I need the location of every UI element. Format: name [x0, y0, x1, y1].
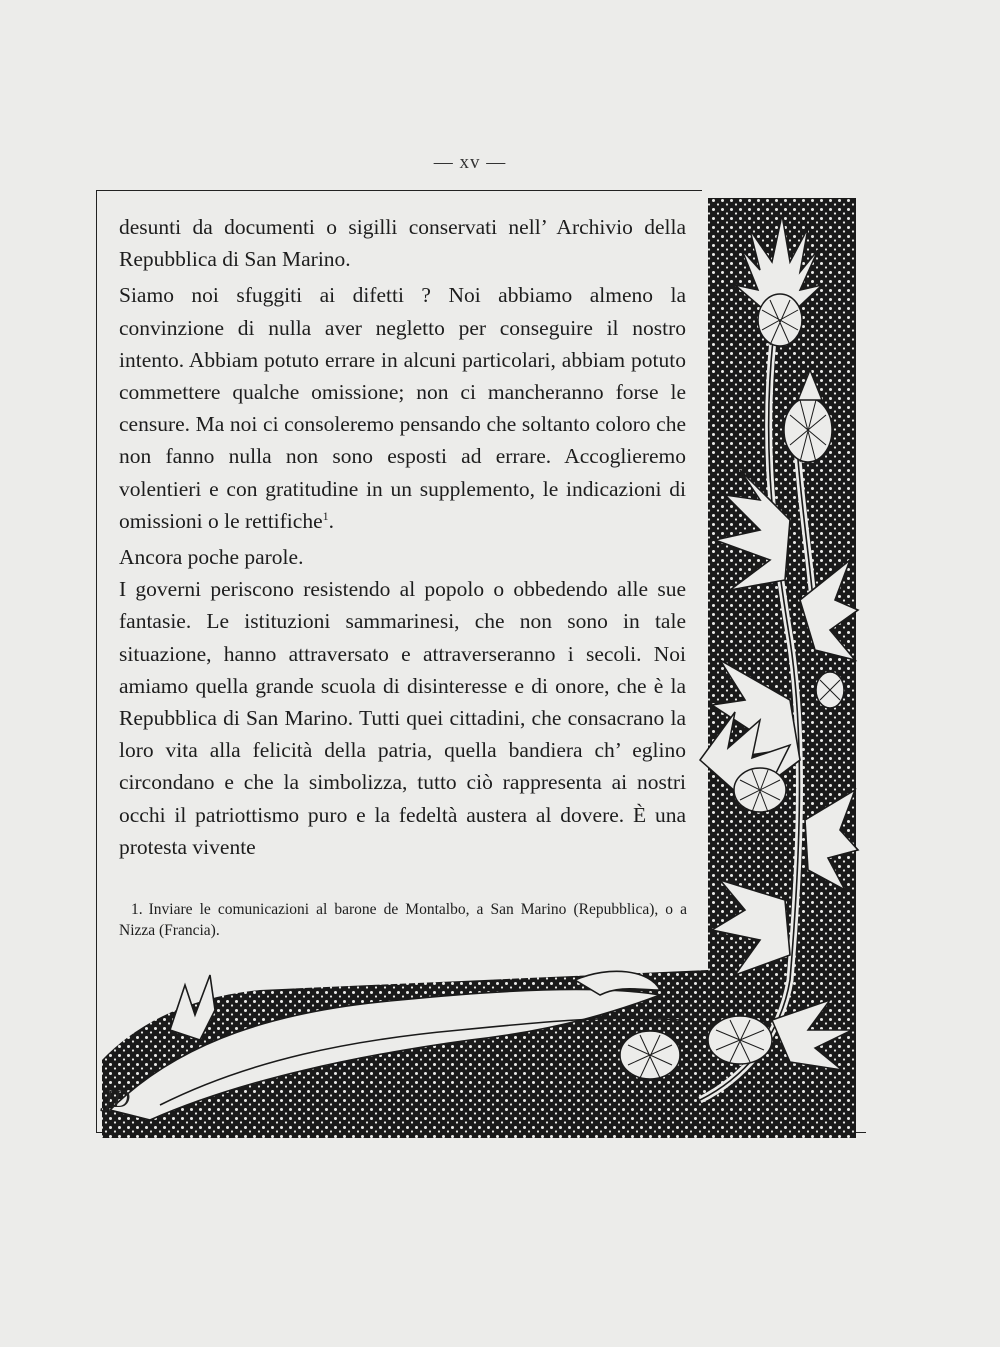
footnote-number: 1.	[131, 901, 143, 918]
illustrator-monogram: JD	[104, 1088, 131, 1113]
footnote-text: Inviare le comunicazioni al barone de Montalbo, a San Marino (Repubblica), o a Nizza (Francia).	[119, 901, 687, 939]
page-number: — xv —	[433, 152, 507, 173]
thistle-bud-small	[816, 672, 844, 708]
paragraph-2-end: .	[328, 508, 334, 533]
paragraph-4: I governi periscono resistendo al popolo o obbedendo alle sue fantasie. Le istituzioni sammarinesi, che non sono in tale situazione, hanno attraversato e attraverseranno i secoli. Noi amiamo quella grande scuola di disinteresse e di onore, che è la Repubblica di San Marino. Tutti quei cittadini, che consacrano la loro vita alla felicità della patria, quella bandiera ch’ eglino circondano e che la simbolizza, tutto ciò rappresenta ai nostri occhi il patriottismo puro e la fedeltà austera al dovere. È una protesta vivente	[119, 577, 686, 859]
paragraph-1: desunti da documenti o sigilli conservati nell’ Archivio della Repubblica di San Marino.	[119, 215, 686, 272]
footnote-reference: 1	[322, 508, 329, 523]
paragraph-3: Ancora poche parole.	[119, 545, 304, 570]
paragraph-2-text: Siamo noi sfuggiti ai difetti ? Noi abbiamo almeno la convinzione di nulla aver negletto per conseguire il nostro intento. Abbiam potuto errare in alcuni particolari, abbiam potuto commettere qualche omissione; non ci mancheranno forse le censure. Ma noi ci consoleremo pensando che soltanto coloro che non fanno nulla non sono esposti ad errare. Accoglieremo volentieri e con gratitudine in un supplemento, le indicazioni di omissioni o le rettifiche	[119, 283, 686, 533]
